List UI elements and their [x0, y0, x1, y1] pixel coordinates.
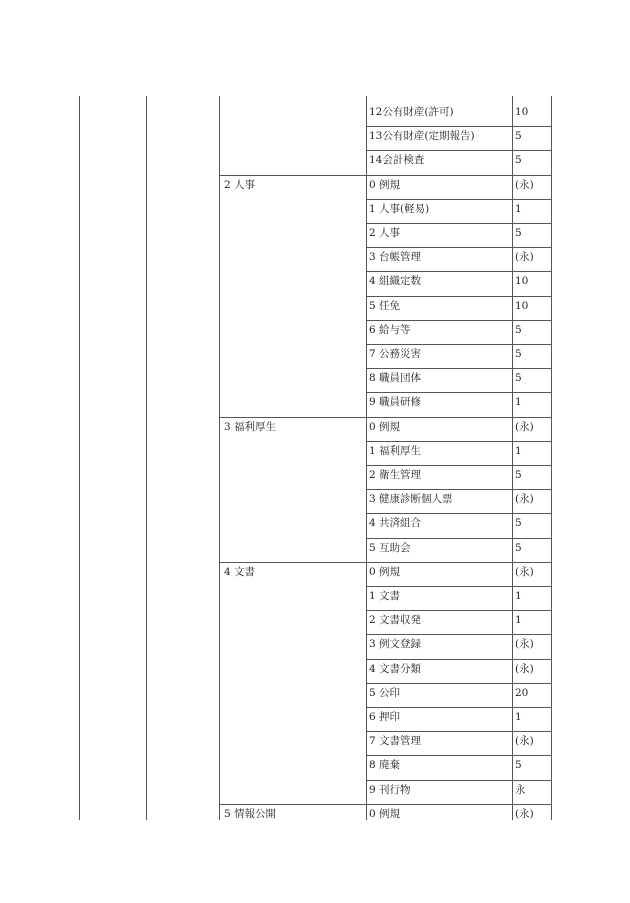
row-divider — [366, 441, 551, 442]
item-name: 5 任免 — [369, 300, 401, 312]
retention-period: 永 — [515, 784, 526, 796]
row-divider — [366, 368, 551, 369]
retention-period: 20 — [515, 687, 529, 699]
item-name: 0 例規 — [369, 808, 401, 820]
column-rule — [512, 96, 513, 820]
item-name: 1 文書 — [369, 590, 401, 602]
row-divider — [366, 683, 551, 684]
retention-period: 1 — [515, 711, 522, 723]
row-divider — [366, 610, 551, 611]
item-name: 2 人事 — [369, 227, 401, 239]
item-name: 0 例規 — [369, 421, 401, 433]
retention-period: 1 — [515, 203, 522, 215]
row-divider — [366, 489, 551, 490]
category-label: 3 福利厚生 — [224, 421, 277, 433]
column-rule — [219, 96, 220, 820]
item-name: 5 公印 — [369, 687, 401, 699]
retention-period: (永) — [515, 663, 534, 675]
retention-period: 1 — [515, 396, 522, 408]
group-divider — [219, 417, 551, 418]
item-name: 13公有財産(定期報告) — [369, 130, 475, 142]
item-name: 0 例規 — [369, 566, 401, 578]
item-name: 4 組織定数 — [369, 275, 422, 287]
retention-period: 1 — [515, 590, 522, 602]
category-label: 4 文書 — [224, 566, 256, 578]
item-name: 9 刊行物 — [369, 784, 411, 796]
item-name: 4 文書分類 — [369, 663, 422, 675]
item-name: 7 公務災害 — [369, 348, 422, 360]
item-name: 3 健康診断個人票 — [369, 493, 453, 505]
group-divider — [219, 562, 551, 563]
group-divider — [219, 804, 551, 805]
item-name: 2 衛生管理 — [369, 469, 422, 481]
row-divider — [366, 659, 551, 660]
group-divider — [219, 175, 551, 176]
column-rule — [551, 96, 552, 820]
column-rule — [146, 96, 147, 820]
item-name: 7 文書管理 — [369, 735, 422, 747]
retention-period: (永) — [515, 493, 534, 505]
row-divider — [366, 126, 551, 127]
row-divider — [366, 320, 551, 321]
retention-period: 10 — [515, 106, 529, 118]
retention-period: (永) — [515, 421, 534, 433]
row-divider — [366, 150, 551, 151]
retention-period: 10 — [515, 300, 529, 312]
retention-period: 5 — [515, 372, 522, 384]
row-divider — [366, 780, 551, 781]
item-name: 1 人事(軽易) — [369, 203, 430, 215]
retention-period: 5 — [515, 154, 522, 166]
retention-period: 5 — [515, 227, 522, 239]
row-divider — [366, 707, 551, 708]
row-divider — [366, 223, 551, 224]
retention-period: 5 — [515, 130, 522, 142]
item-name: 4 共済組合 — [369, 517, 422, 529]
item-name: 2 文書収発 — [369, 614, 422, 626]
row-divider — [366, 731, 551, 732]
category-label: 2 人事 — [224, 179, 256, 191]
retention-period: 5 — [515, 324, 522, 336]
item-name: 3 例文登録 — [369, 638, 422, 650]
row-divider — [366, 199, 551, 200]
row-divider — [366, 465, 551, 466]
row-divider — [366, 392, 551, 393]
retention-period: (永) — [515, 638, 534, 650]
item-name: 14会計検査 — [369, 154, 425, 166]
row-divider — [366, 271, 551, 272]
item-name: 3 台帳管理 — [369, 251, 422, 263]
retention-period: 5 — [515, 759, 522, 771]
retention-period: 5 — [515, 469, 522, 481]
row-divider — [366, 634, 551, 635]
retention-period: (永) — [515, 179, 534, 191]
retention-period: (永) — [515, 251, 534, 263]
retention-period: 1 — [515, 614, 522, 626]
row-divider — [366, 344, 551, 345]
row-divider — [366, 755, 551, 756]
retention-period: (永) — [515, 735, 534, 747]
retention-period: 5 — [515, 517, 522, 529]
retention-period: 10 — [515, 275, 529, 287]
row-divider — [366, 247, 551, 248]
item-name: 9 職員研修 — [369, 396, 422, 408]
item-name: 5 互助会 — [369, 542, 411, 554]
retention-period: 1 — [515, 445, 522, 457]
row-divider — [366, 513, 551, 514]
retention-period: 5 — [515, 348, 522, 360]
category-label: 5 情報公開 — [224, 808, 277, 820]
item-name: 0 例規 — [369, 179, 401, 191]
item-name: 6 給与等 — [369, 324, 411, 336]
column-rule — [366, 96, 367, 820]
item-name: 1 福利厚生 — [369, 445, 422, 457]
column-rule — [79, 96, 80, 820]
retention-period: 5 — [515, 542, 522, 554]
item-name: 8 職員団体 — [369, 372, 422, 384]
row-divider — [366, 296, 551, 297]
item-name: 8 廃棄 — [369, 759, 401, 771]
row-divider — [366, 586, 551, 587]
retention-period: (永) — [515, 566, 534, 578]
retention-period: (永) — [515, 808, 534, 820]
row-divider — [366, 538, 551, 539]
item-name: 12公有財産(許可) — [369, 106, 454, 118]
item-name: 6 押印 — [369, 711, 401, 723]
